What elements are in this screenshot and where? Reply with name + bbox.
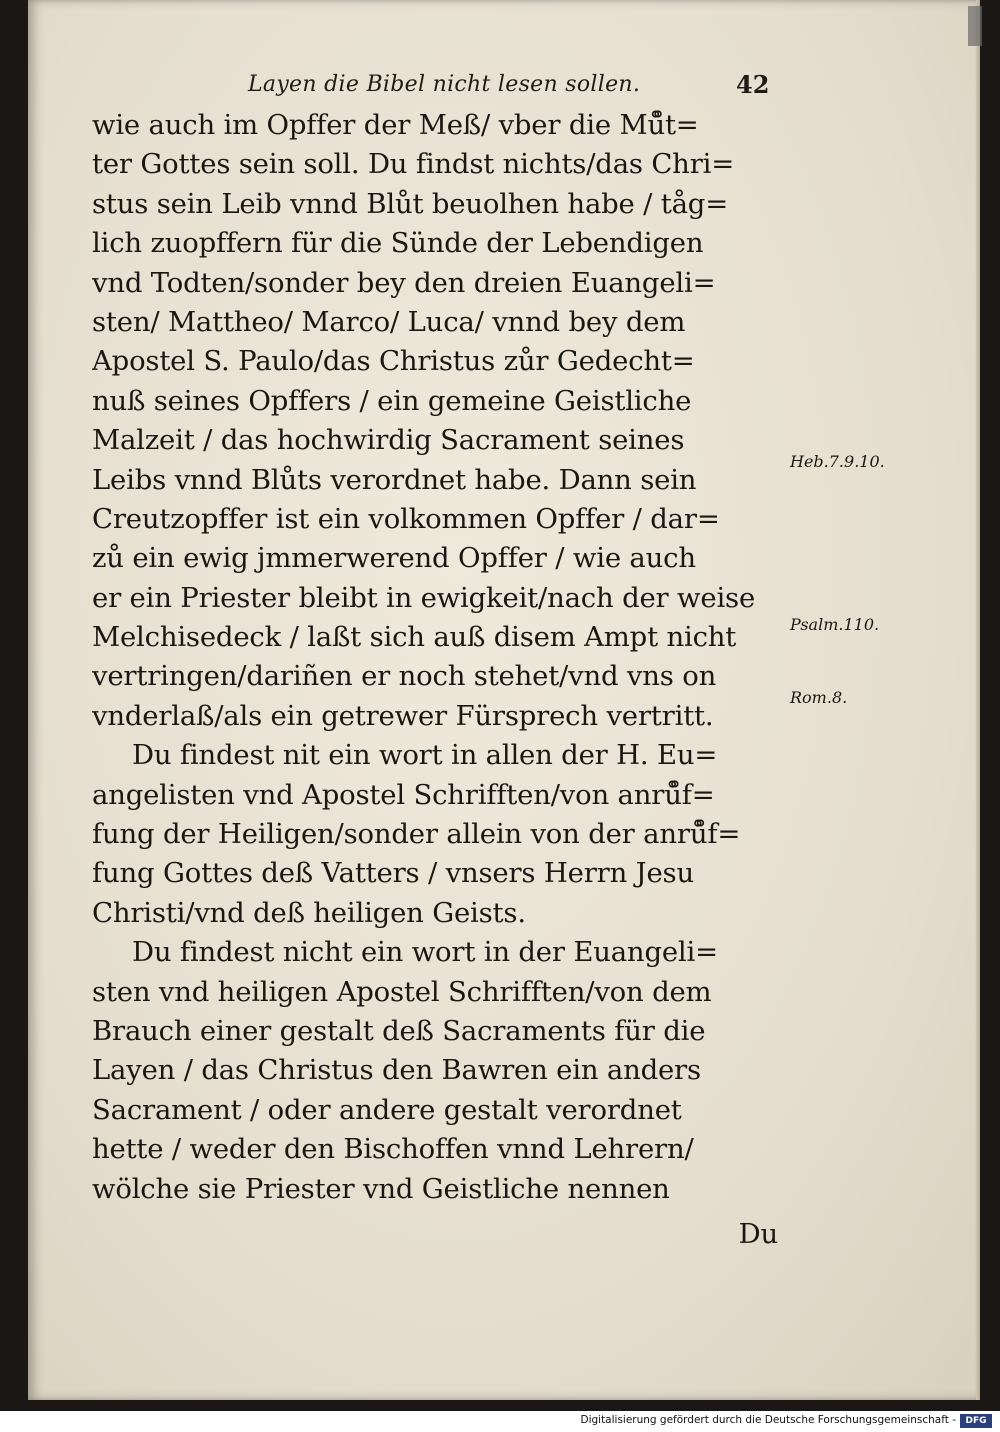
funding-notice: Digitalisierung gefördert durch die Deutsche Forschungsgemeinschaft - bbox=[580, 1414, 956, 1426]
text-line: vnd Todten/sonder bey den dreien Euangeli= bbox=[92, 266, 716, 299]
text-line: Melchisedeck / laßt sich auß disem Ampt nicht bbox=[92, 621, 737, 654]
text-line: nuß seines Opffers / ein gemeine Geistliche bbox=[92, 384, 692, 417]
footer-bar bbox=[0, 1411, 1000, 1432]
margin-note-heb: Heb.7.9.10. bbox=[790, 452, 885, 471]
running-head: Layen die Bibel nicht lesen sollen. bbox=[248, 72, 641, 97]
margin-note-psalm: Psalm.110. bbox=[790, 615, 880, 634]
text-line: er ein Priester bleibt in ewigkeit/nach der weise bbox=[92, 581, 756, 614]
text-line: Sacrament / oder andere gestalt verordnet bbox=[92, 1093, 682, 1126]
paragraph-start-line: Du findest nit ein wort in allen der H. Eu= bbox=[132, 739, 718, 772]
text-line: sten vnd heiligen Apostel Schrifften/von dem bbox=[92, 975, 712, 1008]
catchword: Du bbox=[738, 1217, 778, 1250]
page-number: 42 bbox=[736, 70, 770, 99]
text-line: Creutzopffer ist ein volkommen Opffer / dar= bbox=[92, 502, 720, 535]
text-line: vertringen/dariñen er noch stehet/vnd vns on bbox=[92, 660, 717, 693]
text-line: ter Gottes sein soll. Du findst nichts/das Chri= bbox=[92, 148, 735, 181]
edge-mark bbox=[968, 6, 982, 46]
text-line: wie auch im Opffer der Meß/ vber die Mů̊t= bbox=[92, 109, 699, 141]
paragraph-start-line: Du findest nicht ein wort in der Euangeli= bbox=[132, 936, 718, 969]
text-line: sten/ Mattheo/ Marco/ Luca/ vnnd bey dem bbox=[92, 305, 686, 338]
text-line: vnderlaß/als ein getrewer Fürsprech vertritt. bbox=[92, 699, 714, 732]
text-line: hette / weder den Bischoffen vnnd Lehrern/ bbox=[92, 1133, 694, 1166]
text-line: Malzeit / das hochwirdig Sacrament seines bbox=[92, 424, 685, 457]
text-line: Layen / das Christus den Bawren ein anders bbox=[92, 1054, 701, 1087]
margin-note-rom: Rom.8. bbox=[790, 688, 848, 707]
page-edge bbox=[976, 0, 980, 1400]
text-line: wölche sie Priester vnd Geistliche nennen bbox=[92, 1172, 670, 1205]
text-line: angelisten vnd Apostel Schrifften/von anrů̊f= bbox=[92, 778, 715, 811]
text-line: fung Gottes deß Vatters / vnsers Herrn Jesu bbox=[92, 857, 694, 890]
text-line: fung der Heiligen/sonder allein von der anrů̊f= bbox=[92, 818, 741, 851]
text-line: zů ein ewig jmmerwerend Opffer / wie auch bbox=[92, 542, 696, 575]
text-line: Leibs vnnd Blůts verordnet habe. Dann sein bbox=[92, 463, 697, 496]
text-line: Apostel S. Paulo/das Christus zůr Gedecht= bbox=[92, 345, 695, 378]
text-line: lich zuopffern für die Sünde der Lebendigen bbox=[92, 227, 704, 260]
text-line: Christi/vnd deß heiligen Geists. bbox=[92, 896, 526, 929]
text-line: Brauch einer gestalt deß Sacraments für die bbox=[92, 1014, 706, 1047]
body-text bbox=[92, 106, 792, 1254]
text-line: stus sein Leib vnnd Blůt beuolhen habe / tåg= bbox=[92, 187, 729, 220]
dfg-logo: DFG bbox=[960, 1414, 992, 1428]
